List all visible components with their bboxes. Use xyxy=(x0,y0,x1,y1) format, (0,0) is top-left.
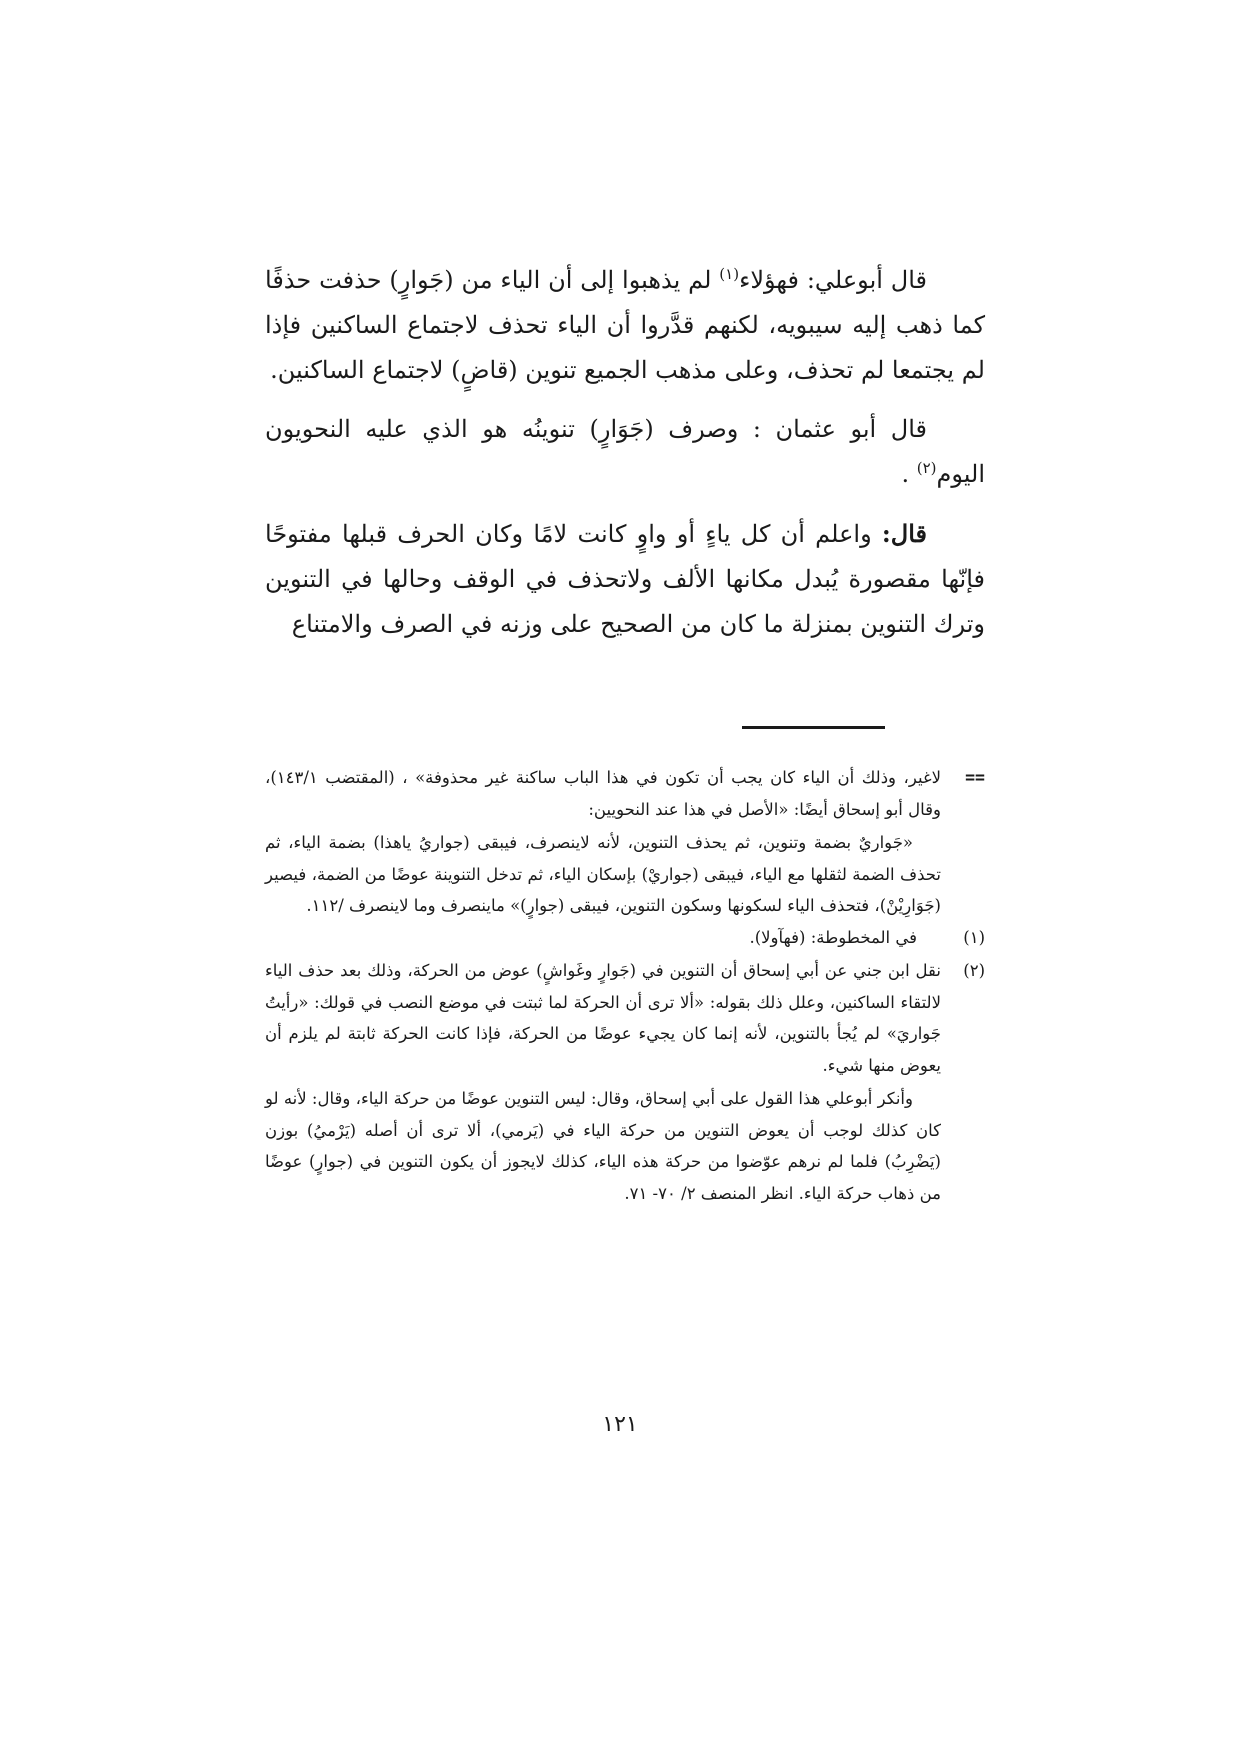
footnote-ref-1[interactable]: (١) xyxy=(719,265,740,283)
page-number: ١٢١ xyxy=(602,1412,638,1437)
footnote-1-number: (١) xyxy=(963,927,985,947)
footnote-ref-2[interactable]: (٢) xyxy=(916,459,937,477)
footnote-2 xyxy=(265,955,985,1081)
paragraph-2 xyxy=(265,407,985,497)
footnote-1 xyxy=(265,922,985,954)
footnotes xyxy=(265,762,985,1209)
footnote-continuation xyxy=(265,762,985,825)
footnote-2-number: (٢) xyxy=(963,961,985,980)
footnote-separator xyxy=(742,726,885,729)
continuation-text: لاغير، وذلك أن الياء كان يجب أن تكون في هذا الباب ساكنة غير محذوفة» ، (المقتضب ١٤٣/١)، وقال أبو إسحاق أيضًا: «الأصل في هذا عند النحويين: xyxy=(265,768,941,819)
paragraph-3-rest: واعلم أن كل ياءٍ أو واوٍ كانت لامًا وكان الحرف قبلها مفتوحًا فإنّها مقصورة يُبدل مكانها الألف ولاتحذف في الوقف وحالها في التنوين وترك التنوين بمنزلة ما كان من الصحيح على وزنه في الصرف والامتناع xyxy=(265,520,985,638)
main-text xyxy=(265,258,985,661)
continuation-marker: == xyxy=(965,768,985,787)
paragraph-1-start: قال أبوعلي: فهؤلاء xyxy=(739,266,927,294)
footnote-1-text: في المخطوطة: (فهآولا). xyxy=(749,927,917,947)
footnote-2-text: نقل ابن جني عن أبي إسحاق أن التنوين في (جَوارٍ وغَواشٍ) عوض من الحركة، وذلك بعد حذف الياء لالتقاء الساكنين، وعلل ذلك بقوله: «ألا ترى أن الحركة لما ثبتت في موضع النصب في قولك: «رأيتُ جَواريَ» لم يُجأ بالتنوين، لأنه إنما كان يجيء عوضًا من الحركة، فإذا كانت الحركة ثابتة لم يلزم أن يعوض منها شيء. xyxy=(265,961,941,1075)
footnote-2-continuation: وأنكر أبوعلي هذا القول على أبي إسحاق، وقال: ليس التنوين عوضًا من حركة الياء، وقال: لأنه لو كان كذلك لوجب أن يعوض التنوين من حركة الياء في (يَرمي)، ألا ترى أن أصله (يَرْميُ) بوزن (يَضْرِبُ) فلما لم نرهم عوّضوا من حركة هذه الياء، كذلك لايجوز أن يكون التنوين في (جوارٍ) عوضًا من ذهاب حركة الياء. انظر المنصف ٢/ ٧٠- ٧١. xyxy=(265,1089,941,1203)
paragraph-1-rest: لم يذهبوا إلى أن الياء من (جَوارٍ) حذفت حذفًا كما ذهب إليه سيبويه، لكنهم قدَّروا أن الياء تحذف لاجتماع الساكنين فإذا لم يجتمعا لم تحذف، وعلى مذهب الجميع تنوين (قاضٍ) لاجتماع الساكنين. xyxy=(265,266,985,384)
paragraph-3-lead: قال: xyxy=(881,519,927,548)
paragraph-2-text: قال أبو عثمان : وصرف (جَوَارٍ) تنوينُه هو الذي عليه النحويون اليوم xyxy=(265,415,985,488)
continuation-quote: «جَواريٌ بضمة وتنوين، ثم يحذف التنوين، لأنه لاينصرف، فيبقى (جواريُ ياهذا) بضمة الياء، ثم تحذف الضمة لثقلها مع الياء، فيبقى (جواريْ) بإسكان الياء، ثم تدخل التنوينة عوضًا من الضمة، فيصير (جَوَارِيْنْ)، فتحذف الياء لسكونها وسكون التنوين، فيبقى (جوارٍ)» ماينصرف وما لاينصرف /١١٢. xyxy=(265,833,941,915)
paragraph-2-end: . xyxy=(901,460,917,488)
paragraph-3 xyxy=(265,511,985,647)
paragraph-1 xyxy=(265,258,985,393)
